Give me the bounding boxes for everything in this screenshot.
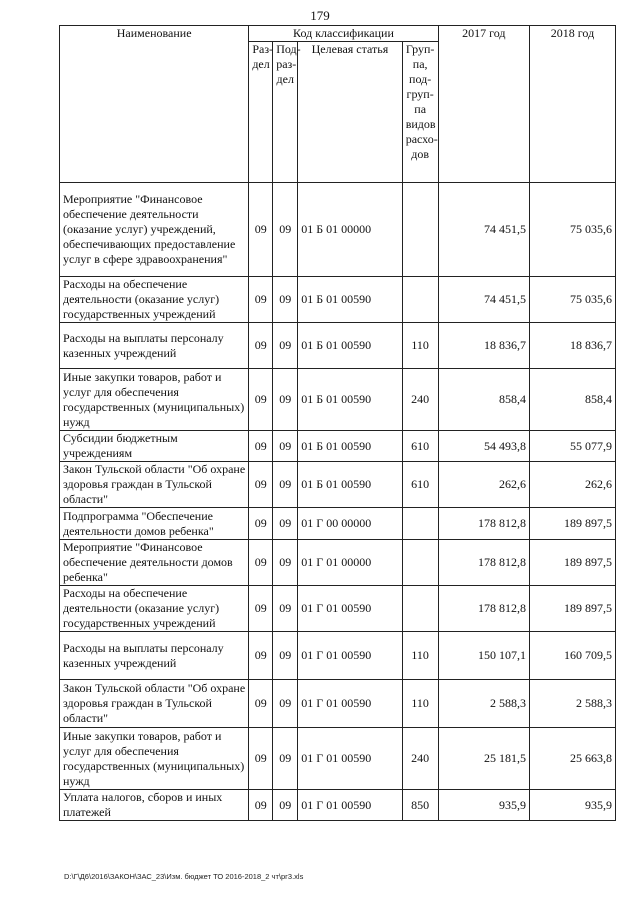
row-vid-rashodov: 240 (402, 369, 438, 431)
row-name: Уплата налогов, сборов и иных платежей (60, 790, 249, 821)
row-value-2017: 18 836,7 (438, 323, 529, 369)
row-value-2018: 2 588,3 (530, 680, 616, 728)
row-value-2017: 178 812,8 (438, 586, 529, 632)
row-vid-rashodov: 850 (402, 790, 438, 821)
row-vid-rashodov (402, 277, 438, 323)
header-razdel: Раз- дел (249, 42, 273, 183)
row-podrazdel: 09 (273, 323, 298, 369)
row-vid-rashodov (402, 540, 438, 586)
table-row (60, 540, 616, 586)
row-vid-rashodov: 240 (402, 728, 438, 790)
row-celevaya-statya: 01 Б 01 00590 (298, 462, 402, 508)
row-celevaya-statya: 01 Г 01 00590 (298, 680, 402, 728)
table-row (60, 431, 616, 462)
row-value-2017: 150 107,1 (438, 632, 529, 680)
row-vid-rashodov: 610 (402, 462, 438, 508)
row-podrazdel: 09 (273, 586, 298, 632)
row-vid-rashodov: 110 (402, 323, 438, 369)
row-celevaya-statya: 01 Б 01 00590 (298, 323, 402, 369)
row-value-2018: 189 897,5 (530, 540, 616, 586)
row-vid-rashodov (402, 586, 438, 632)
row-name: Закон Тульской области "Об охране здоровья граждан в Тульской области" (60, 462, 249, 508)
row-razdel: 09 (249, 586, 273, 632)
table-row (60, 462, 616, 508)
page-number: 179 (310, 8, 330, 23)
row-celevaya-statya: 01 Г 01 00590 (298, 728, 402, 790)
row-celevaya-statya: 01 Г 01 00590 (298, 790, 402, 821)
row-name: Мероприятие "Финансовое обеспечение деятельности домов ребенка" (60, 540, 249, 586)
row-name: Иные закупки товаров, работ и услуг для обеспечения государственных (муниципальных) нужд (60, 369, 249, 431)
budget-table (59, 25, 616, 821)
row-podrazdel: 09 (273, 632, 298, 680)
row-celevaya-statya: 01 Б 01 00590 (298, 277, 402, 323)
row-razdel: 09 (249, 183, 273, 277)
row-podrazdel: 09 (273, 728, 298, 790)
row-value-2017: 858,4 (438, 369, 529, 431)
row-podrazdel: 09 (273, 183, 298, 277)
table-row (60, 728, 616, 790)
row-vid-rashodov (402, 183, 438, 277)
row-value-2017: 2 588,3 (438, 680, 529, 728)
row-value-2018: 55 077,9 (530, 431, 616, 462)
row-vid-rashodov (402, 508, 438, 540)
table-body (60, 183, 616, 821)
row-name: Расходы на выплаты персоналу казенных учреждений (60, 632, 249, 680)
footer-file-path: D:\Г\Д6\2016\ЗАКОН\ЗАС_23\Изм. бюджет ТО 2016-2018_2 чт\рг3.xls (64, 872, 304, 881)
row-celevaya-statya: 01 Г 00 00000 (298, 508, 402, 540)
row-vid-rashodov: 110 (402, 680, 438, 728)
row-celevaya-statya: 01 Г 01 00590 (298, 586, 402, 632)
table-row (60, 680, 616, 728)
row-razdel: 09 (249, 323, 273, 369)
row-value-2018: 18 836,7 (530, 323, 616, 369)
row-podrazdel: 09 (273, 790, 298, 821)
row-value-2018: 189 897,5 (530, 508, 616, 540)
row-podrazdel: 09 (273, 431, 298, 462)
table-row (60, 508, 616, 540)
row-value-2018: 262,6 (530, 462, 616, 508)
row-value-2017: 262,6 (438, 462, 529, 508)
row-value-2018: 858,4 (530, 369, 616, 431)
row-podrazdel: 09 (273, 540, 298, 586)
header-kod-klassifikacii: Код классификации (249, 26, 438, 42)
row-value-2018: 935,9 (530, 790, 616, 821)
row-celevaya-statya: 01 Б 01 00590 (298, 431, 402, 462)
row-name: Иные закупки товаров, работ и услуг для обеспечения государственных (муниципальных) нужд (60, 728, 249, 790)
row-razdel: 09 (249, 790, 273, 821)
row-razdel: 09 (249, 632, 273, 680)
header-name: Наименование (60, 26, 249, 183)
row-razdel: 09 (249, 728, 273, 790)
row-value-2018: 160 709,5 (530, 632, 616, 680)
row-value-2018: 25 663,8 (530, 728, 616, 790)
row-razdel: 09 (249, 508, 273, 540)
row-podrazdel: 09 (273, 508, 298, 540)
table-row (60, 323, 616, 369)
row-celevaya-statya: 01 Г 01 00000 (298, 540, 402, 586)
row-podrazdel: 09 (273, 369, 298, 431)
row-razdel: 09 (249, 431, 273, 462)
row-razdel: 09 (249, 277, 273, 323)
row-razdel: 09 (249, 680, 273, 728)
row-razdel: 09 (249, 540, 273, 586)
row-vid-rashodov: 610 (402, 431, 438, 462)
table-row (60, 183, 616, 277)
header-year-2018: 2018 год (530, 26, 616, 183)
header-celevaya-statya: Целевая статья (298, 42, 402, 183)
row-value-2018: 75 035,6 (530, 183, 616, 277)
row-value-2017: 935,9 (438, 790, 529, 821)
row-celevaya-statya: 01 Г 01 00590 (298, 632, 402, 680)
row-name: Расходы на обеспечение деятельности (оказание услуг) государственных учреждений (60, 586, 249, 632)
row-celevaya-statya: 01 Б 01 00590 (298, 369, 402, 431)
row-name: Расходы на выплаты персоналу казенных учреждений (60, 323, 249, 369)
row-name: Субсидии бюджетным учреждениям (60, 431, 249, 462)
row-name: Закон Тульской области "Об охране здоровья граждан в Тульской области" (60, 680, 249, 728)
table-row (60, 632, 616, 680)
row-celevaya-statya: 01 Б 01 00000 (298, 183, 402, 277)
row-razdel: 09 (249, 462, 273, 508)
table-row (60, 790, 616, 821)
header-year-2017: 2017 год (438, 26, 529, 183)
row-value-2017: 25 181,5 (438, 728, 529, 790)
row-value-2018: 75 035,6 (530, 277, 616, 323)
row-name: Подпрограмма "Обеспечение деятельности домов ребенка" (60, 508, 249, 540)
row-vid-rashodov: 110 (402, 632, 438, 680)
row-name: Мероприятие "Финансовое обеспечение деятельности (оказание услуг) учреждений, обеспечивающих предоставление услуг в сфере здравоохранения" (60, 183, 249, 277)
row-value-2017: 178 812,8 (438, 540, 529, 586)
row-podrazdel: 09 (273, 277, 298, 323)
row-value-2017: 74 451,5 (438, 183, 529, 277)
row-name: Расходы на обеспечение деятельности (оказание услуг) государственных учреждений (60, 277, 249, 323)
row-value-2017: 178 812,8 (438, 508, 529, 540)
row-razdel: 09 (249, 369, 273, 431)
row-value-2017: 74 451,5 (438, 277, 529, 323)
row-value-2017: 54 493,8 (438, 431, 529, 462)
row-podrazdel: 09 (273, 680, 298, 728)
table-row (60, 277, 616, 323)
row-podrazdel: 09 (273, 462, 298, 508)
header-vid-rashodov: Груп- па, под- груп- па видов расхо- дов (402, 42, 438, 183)
table-header (60, 26, 616, 183)
header-podrazdel: Под- раз- дел (273, 42, 298, 183)
table-row (60, 586, 616, 632)
table-row (60, 369, 616, 431)
row-value-2018: 189 897,5 (530, 586, 616, 632)
